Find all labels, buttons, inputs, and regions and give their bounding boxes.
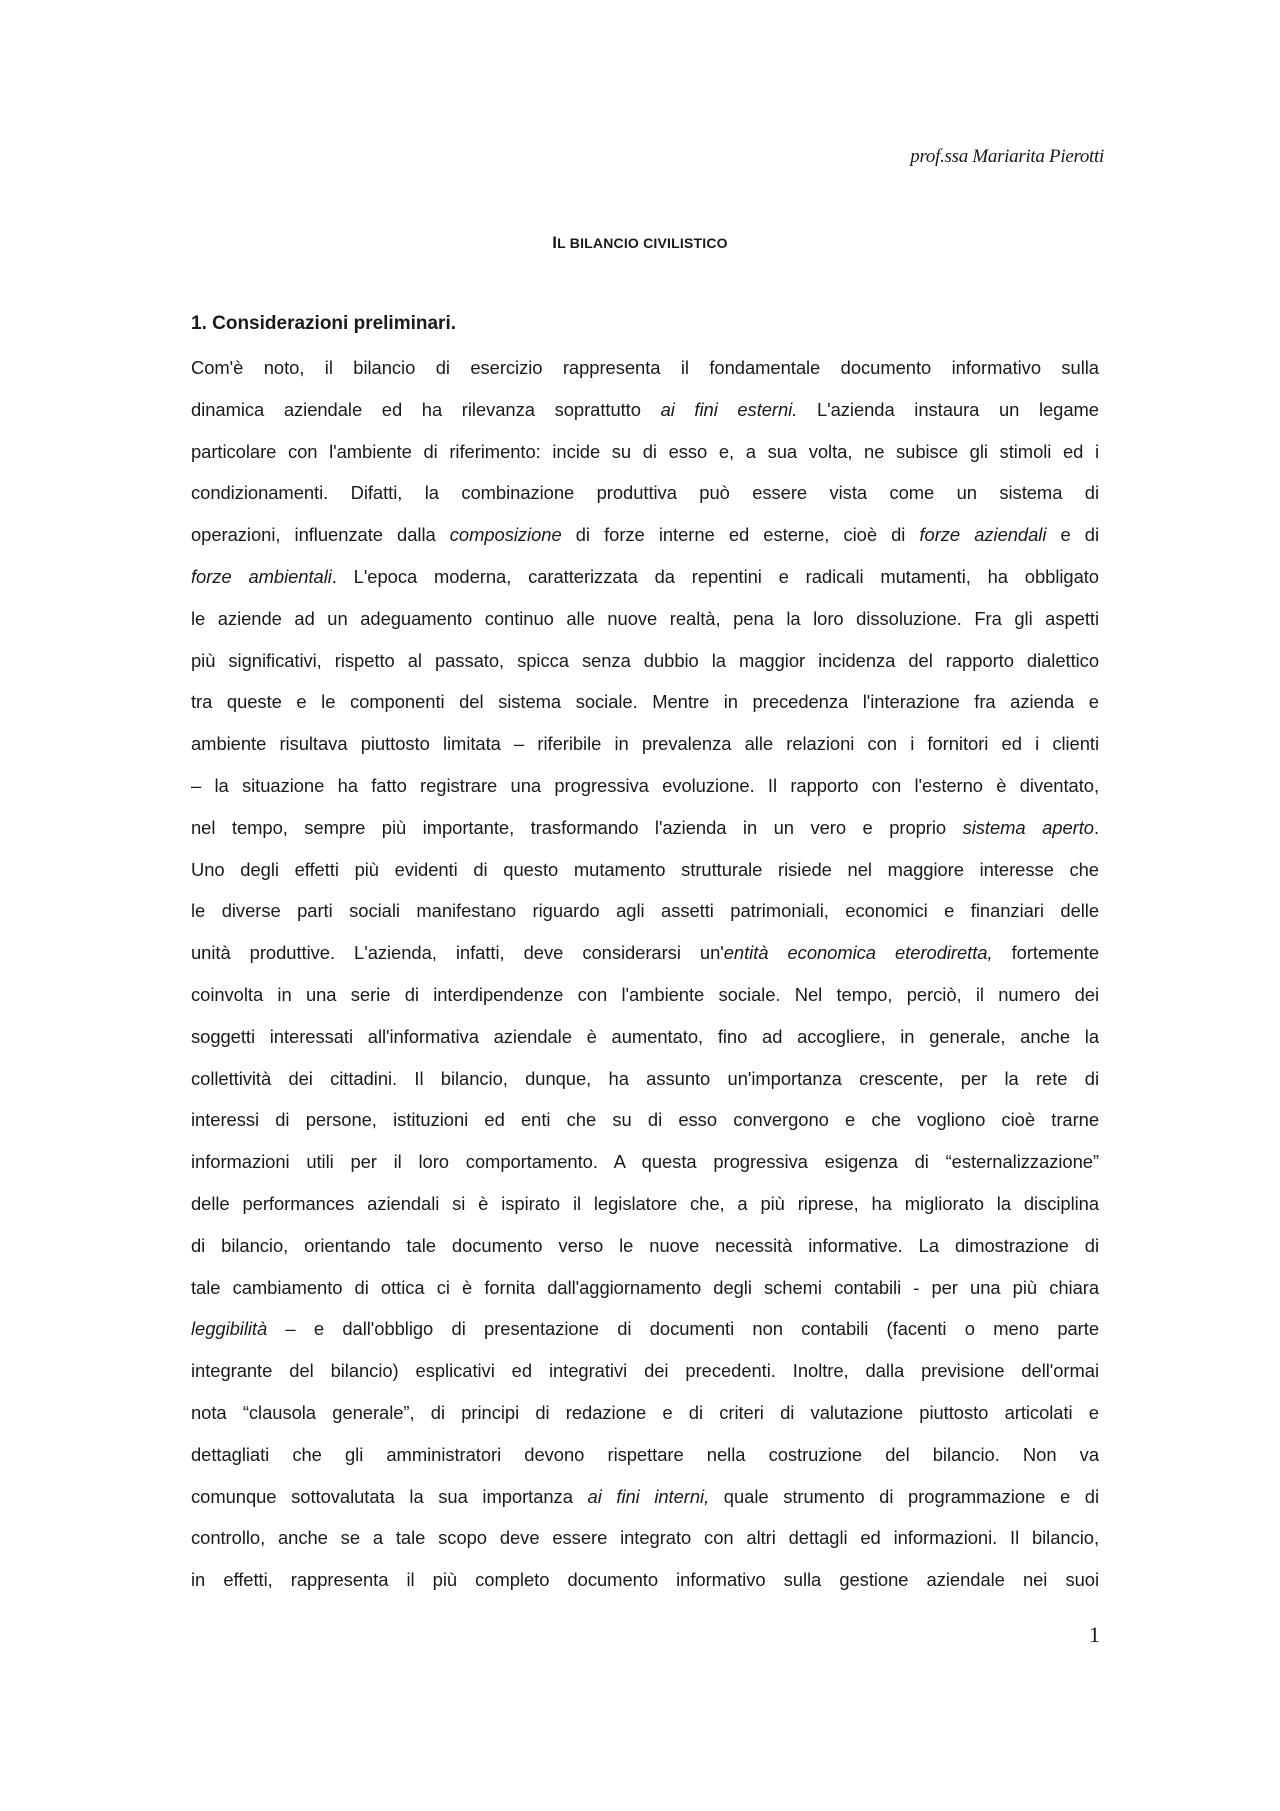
body-text-run: comunque sottovalutata la sua importanza: [191, 1485, 588, 1507]
body-text-run: quale strumento di programmazione e di: [709, 1485, 1099, 1507]
body-text-run: di bilancio, orientando tale documento verso le nuove necessità informative. La dimostrazione di: [191, 1234, 1099, 1256]
body-text-run: più significativi, rispetto al passato, spicca senza dubbio la maggior incidenza del rapporto dialettico: [191, 649, 1099, 671]
body-text-italic: forze aziendali: [919, 524, 1047, 546]
body-text-run: particolare con l'ambiente di riferimento: incide su di esso e, a sua volta, ne subisce gli stimoli ed i: [191, 440, 1099, 462]
body-text-italic: entità economica eterodiretta,: [723, 942, 993, 964]
body-text-italic: sistema aperto: [962, 816, 1094, 838]
body-line: [191, 1099, 1099, 1141]
page-number: 1: [1089, 1622, 1100, 1647]
body-line: [191, 640, 1099, 682]
body-text-run: – la situazione ha fatto registrare una progressiva evoluzione. Il rapporto con l'esterno è diventato,: [191, 774, 1099, 796]
body-text-italic: ai fini interni,: [587, 1485, 710, 1507]
body-line: [191, 514, 1099, 556]
body-line: [191, 1559, 1099, 1601]
body-line: [191, 389, 1099, 431]
body-text-run: integrante del bilancio) esplicativi ed integrativi dei precedenti. Inoltre, dalla previsione dell'ormai: [191, 1360, 1099, 1382]
body-text-run: di forze interne ed esterne, cioè di: [561, 524, 920, 546]
body-text-run: . L'epoca moderna, caratterizzata da repentini e radicali mutamenti, ha obbligato: [331, 565, 1099, 587]
body-line: [191, 431, 1099, 473]
body-line: [191, 1016, 1099, 1058]
body-text-run: .: [1093, 816, 1100, 838]
body-text-italic: composizione: [449, 524, 562, 546]
body-text-run: informazioni utili per il loro comportamento. A questa progressiva esigenza di “esternalizzazione”: [191, 1151, 1099, 1173]
title-initial: I: [552, 233, 558, 252]
body-text-run: Com'è noto, il bilancio di esercizio rappresenta il fondamentale documento informativo sulla: [191, 357, 1099, 378]
section-heading: 1. Considerazioni preliminari.: [191, 313, 457, 334]
body-line: [191, 890, 1099, 932]
body-line: [191, 723, 1099, 765]
body-text-run: operazioni, influenzate dalla: [191, 524, 450, 546]
body-line: [191, 1350, 1099, 1392]
body-text-run: collettività dei cittadini. Il bilancio, dunque, ha assunto un'importanza crescente, per la rete di: [191, 1067, 1099, 1089]
body-line: [191, 556, 1099, 598]
body-line: [191, 974, 1099, 1016]
body-text-run: le diverse parti sociali manifestano riguardo agli assetti patrimoniali, economici e finanziari delle: [191, 900, 1099, 922]
body-line: [191, 1517, 1099, 1559]
body-line: [191, 932, 1099, 974]
body-line: [191, 1225, 1099, 1267]
body-text-run: dinamica aziendale ed ha rilevanza soprattutto: [191, 398, 661, 420]
body-line: [191, 1392, 1099, 1434]
body-line: [191, 1058, 1099, 1100]
body-line: [191, 1476, 1099, 1518]
body-line: [191, 807, 1099, 849]
body-text-italic: forze ambientali: [191, 565, 332, 587]
body-line: [191, 1267, 1099, 1309]
body-text-run: L'azienda instaura un legame: [797, 398, 1099, 420]
body-text-run: unità produttive. L'azienda, infatti, deve considerarsi un': [191, 942, 724, 964]
body-text-italic: ai fini esterni.: [660, 398, 798, 420]
body-line: [191, 1183, 1099, 1225]
body-text-run: fortemente: [992, 942, 1099, 964]
body-line: [191, 681, 1099, 723]
body-text-run: nota “clausola generale”, di principi di redazione e di criteri di valutazione piuttosto articolati e: [191, 1401, 1099, 1423]
body-text-run: Uno degli effetti più evidenti di questo mutamento strutturale risiede nel maggiore interesse che: [191, 858, 1099, 880]
body-text-run: condizionamenti. Difatti, la combinazione produttiva può essere vista come un sistema di: [191, 482, 1099, 504]
body-text-run: in effetti, rappresenta il più completo documento informativo sulla gestione aziendale nei suoi: [191, 1569, 1099, 1591]
body-line: [191, 472, 1099, 514]
body-text-run: controllo, anche se a tale scopo deve essere integrato con altri dettagli ed informazioni. Il bilancio,: [191, 1527, 1099, 1549]
body-text-run: coinvolta in una serie di interdipendenze con l'ambiente sociale. Nel tempo, perciò, il numero dei: [191, 983, 1099, 1005]
body-line: [191, 849, 1099, 891]
body-text-run: soggetti interessati all'informativa aziendale è aumentato, fino ad accogliere, in generale, anche la: [191, 1025, 1099, 1047]
body-text-run: ambiente risultava piuttosto limitata – riferibile in prevalenza alle relazioni con i fornitori ed i clienti: [191, 733, 1099, 755]
body-text-italic: leggibilità: [191, 1318, 268, 1340]
body-text-run: tale cambiamento di ottica ci è fornita dall'aggiornamento degli schemi contabili - per una più chiara: [191, 1276, 1099, 1298]
body-line: [191, 1141, 1099, 1183]
body-text-run: delle performances aziendali si è ispirato il legislatore che, a più riprese, ha migliorato la disciplina: [191, 1192, 1099, 1214]
body-text-run: le aziende ad un adeguamento continuo alle nuove realtà, pena la loro dissoluzione. Fra gli aspetti: [191, 607, 1099, 629]
body-text-run: – e dall'obbligo di presentazione di documenti non contabili (facenti o meno parte: [267, 1318, 1099, 1340]
body-line: [191, 1434, 1099, 1476]
body-text-run: interessi di persone, istituzioni ed enti che su di esso convergono e che vogliono cioè trarne: [191, 1109, 1099, 1131]
body-paragraph: [191, 347, 1099, 1601]
body-line: [191, 598, 1099, 640]
title-rest: L BILANCIO CIVILISTICO: [557, 235, 728, 251]
body-text-run: tra queste e le componenti del sistema sociale. Mentre in precedenza l'interazione fra azienda e: [191, 691, 1099, 713]
document-title: [0, 233, 1280, 253]
body-text-run: nel tempo, sempre più importante, trasformando l'azienda in un vero e proprio: [191, 816, 963, 838]
author-header: prof.ssa Mariarita Pierotti: [910, 146, 1104, 167]
body-line: [191, 1308, 1099, 1350]
body-line: [191, 765, 1099, 807]
body-text-run: e di: [1046, 524, 1099, 546]
body-line: [191, 347, 1099, 389]
body-text-run: dettagliati che gli amministratori devono rispettare nella costruzione del bilancio. Non va: [191, 1443, 1099, 1465]
